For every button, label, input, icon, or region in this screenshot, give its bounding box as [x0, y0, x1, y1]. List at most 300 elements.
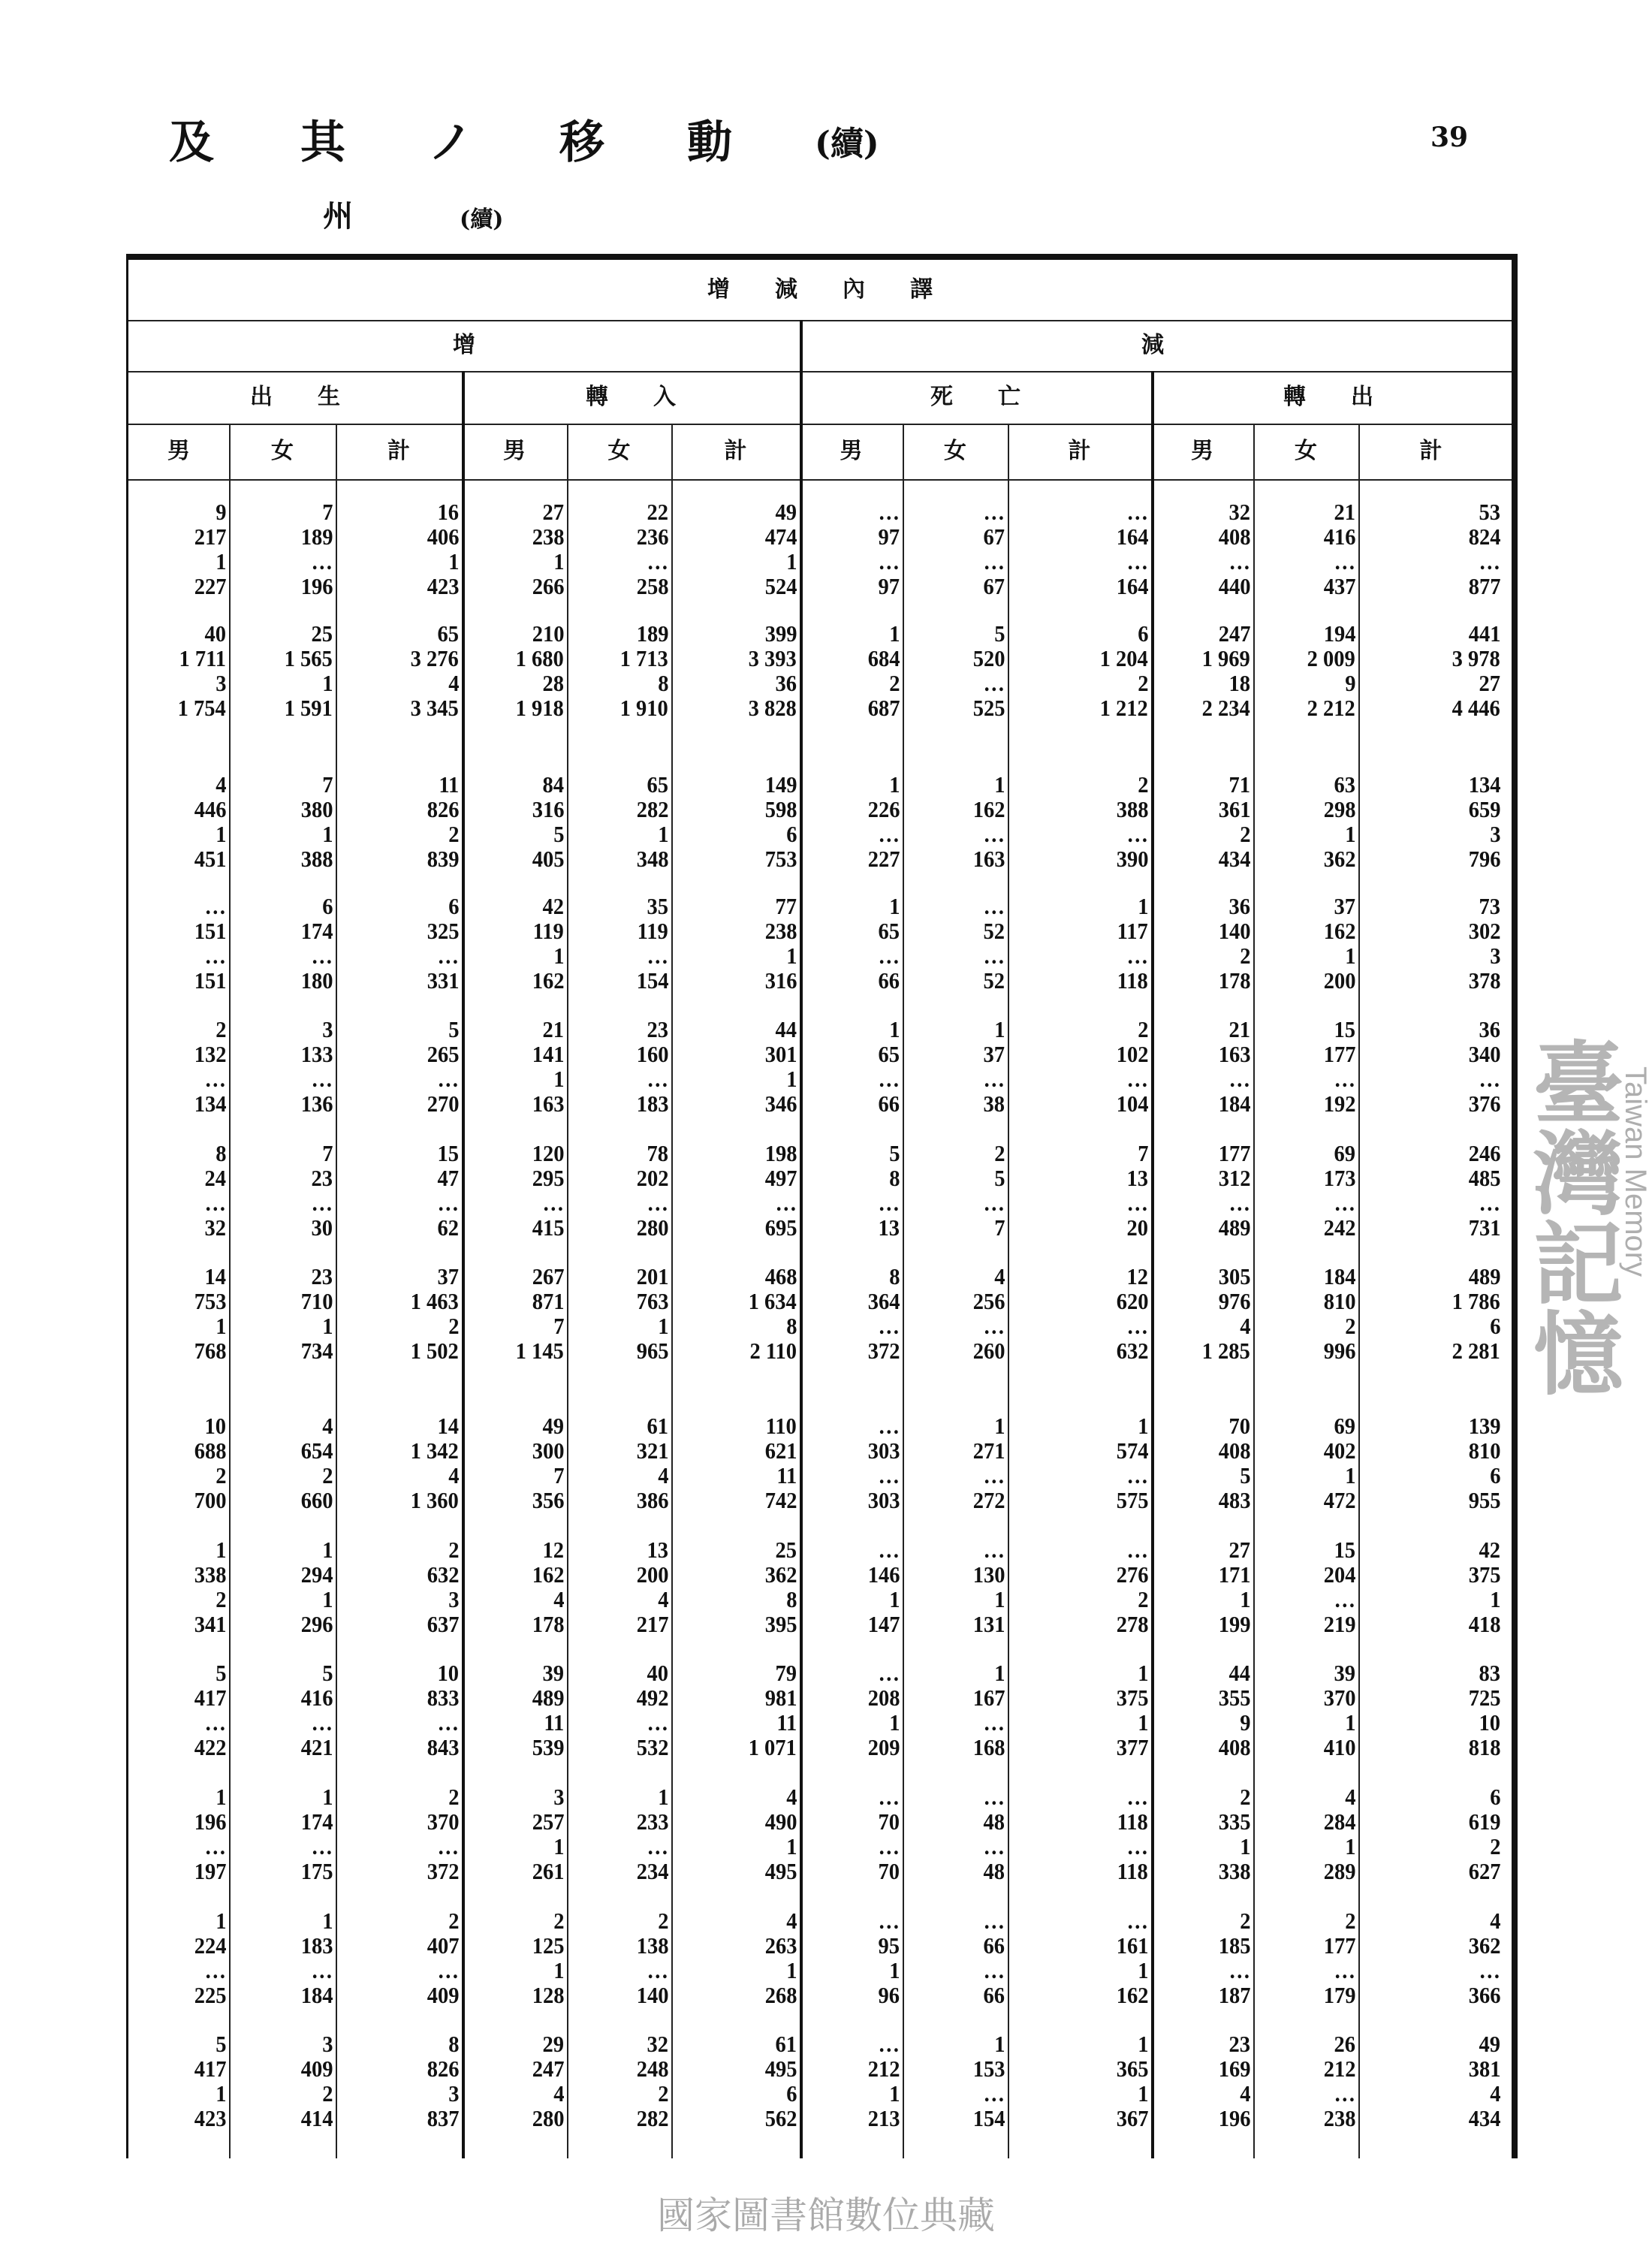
table-cell: 178: [1218, 967, 1250, 994]
table-cell: 2: [1239, 943, 1250, 969]
table-cell: 410: [1323, 1734, 1355, 1760]
table-cell: 201: [636, 1263, 668, 1289]
table-cell: 340: [1468, 1041, 1500, 1067]
table-cell: 194: [1323, 620, 1355, 647]
table-cell: 695: [764, 1214, 797, 1241]
table-cell: 5: [215, 2031, 226, 2057]
table-cell: 4: [785, 1784, 797, 1810]
table-cell: 2: [448, 1784, 459, 1810]
table-cell: …: [878, 2031, 900, 2057]
table-cell: 276: [1116, 1561, 1148, 1588]
table-cell: 71: [1228, 771, 1250, 798]
table-cell: 257: [532, 1808, 564, 1835]
table-cell: …: [878, 1784, 900, 1810]
table-cell: 4 446: [1452, 695, 1500, 721]
table-cell: …: [204, 1709, 226, 1736]
table-cell: 163: [532, 1090, 564, 1117]
table-cell: 1 285: [1201, 1338, 1250, 1364]
table-cell: …: [983, 1784, 1005, 1810]
table-cell: 7: [1137, 1140, 1148, 1166]
table-cell: 6: [785, 2080, 797, 2107]
table-cell: 7: [321, 771, 333, 798]
table-cell: 30: [311, 1214, 333, 1241]
table-cell: 1: [785, 548, 797, 575]
table-cell: 763: [636, 1288, 668, 1314]
table-cell: 497: [764, 1165, 797, 1191]
table-cell: 316: [764, 967, 797, 994]
table-cell: 734: [300, 1338, 333, 1364]
table-cell: …: [311, 1833, 333, 1859]
table-cell: …: [775, 1190, 797, 1216]
table-cell: 372: [867, 1338, 900, 1364]
table-cell: 21: [542, 1016, 564, 1042]
table-cell: 826: [427, 796, 459, 822]
table-cell: …: [878, 1190, 900, 1216]
table-cell: 414: [300, 2105, 333, 2131]
table-cell: 63: [1334, 771, 1355, 798]
table-cell: 1: [1239, 1833, 1250, 1859]
table-cell: 11: [544, 1709, 564, 1736]
table-cell: 42: [542, 893, 564, 919]
table-cell: 366: [1468, 1982, 1500, 2008]
table-cell: 1: [553, 1066, 564, 1092]
table-cell: …: [437, 943, 459, 969]
table-cell: 179: [1323, 1982, 1355, 2008]
table-cell: 180: [300, 967, 333, 994]
table-cell: 1: [553, 943, 564, 969]
table-cell: 2: [321, 2080, 333, 2107]
table-cell: 348: [636, 846, 668, 872]
table-cell: …: [878, 1462, 900, 1488]
table-cell: 61: [647, 1413, 668, 1439]
table-cell: 364: [867, 1288, 900, 1314]
table-cell: 1: [1137, 1660, 1148, 1686]
table-cell: 4: [553, 1586, 564, 1612]
table-cell: …: [983, 1957, 1005, 1983]
table-cell: 1: [321, 821, 333, 847]
page-number: 39: [1430, 122, 1469, 153]
table-cell: 212: [1323, 2055, 1355, 2082]
table-cell: …: [983, 893, 1005, 919]
table-cell: 423: [194, 2105, 226, 2131]
table-cell: 660: [300, 1487, 333, 1513]
table-cell: 134: [194, 1090, 226, 1117]
table-cell: 5: [1239, 1462, 1250, 1488]
table-cell: 2: [1239, 821, 1250, 847]
table-cell: 32: [647, 2031, 668, 2057]
table-cell: …: [1479, 1190, 1500, 1216]
table-cell: 489: [1468, 1263, 1500, 1289]
table-cell: 408: [1218, 1734, 1250, 1760]
table-cell: …: [437, 1190, 459, 1216]
table-cell: 47: [437, 1165, 459, 1191]
table-cell: 742: [764, 1487, 797, 1513]
table-cell: 258: [636, 573, 668, 599]
table-cell: 4: [448, 1462, 459, 1488]
table-cell: 14: [437, 1413, 459, 1439]
table-cell: 1: [1344, 821, 1355, 847]
column-divider: [1151, 371, 1154, 2158]
table-cell: 1: [448, 548, 459, 575]
table-cell: 174: [300, 918, 333, 944]
column-divider: [800, 320, 803, 2158]
table-cell: …: [878, 1908, 900, 1934]
table-cell: 282: [636, 796, 668, 822]
table-cell: 196: [1218, 2105, 1250, 2131]
table-cell: 1: [553, 1833, 564, 1859]
table-cell: 7: [321, 1140, 333, 1166]
table-cell: 39: [1334, 1660, 1355, 1686]
table-cell: 147: [867, 1611, 900, 1637]
table-cell: 4: [657, 1462, 668, 1488]
table-cell: 162: [1116, 1982, 1148, 2008]
table-cell: 32: [1228, 499, 1250, 525]
table-cell: 37: [983, 1041, 1005, 1067]
table-cell: 688: [194, 1437, 226, 1464]
table-cell: 138: [636, 1932, 668, 1959]
table-cell: 168: [972, 1734, 1005, 1760]
table-cell: 5: [321, 1660, 333, 1686]
table-cell: 174: [300, 1808, 333, 1835]
table-cell: 1: [321, 1586, 333, 1612]
table-cell: 1: [888, 1709, 900, 1736]
table-cell: 209: [867, 1734, 900, 1760]
header-breakdown: 增 減 內 譯: [707, 276, 933, 303]
table-cell: 73: [1479, 893, 1500, 919]
table-cell: 119: [637, 918, 668, 944]
table-cell: 36: [775, 670, 797, 696]
table-cell: 185: [1218, 1932, 1250, 1959]
table-cell: 810: [1468, 1437, 1500, 1464]
table-cell: 210: [532, 620, 564, 647]
table-cell: …: [878, 548, 900, 575]
table-cell: 21: [1228, 1016, 1250, 1042]
table-cell: 598: [764, 796, 797, 822]
table-cell: 278: [1116, 1611, 1148, 1637]
table-cell: 1 360: [410, 1487, 459, 1513]
table-cell: 2: [1239, 1908, 1250, 1934]
table-cell: 6: [448, 893, 459, 919]
table-cell: …: [1126, 1833, 1148, 1859]
table-cell: 10: [1479, 1709, 1500, 1736]
title-char: 移: [559, 116, 604, 169]
table-cell: 1: [1137, 1709, 1148, 1736]
table-cell: 5: [888, 1140, 900, 1166]
table-cell: 1 502: [410, 1338, 459, 1364]
table-cell: 434: [1468, 2105, 1500, 2131]
table-cell: 162: [1323, 918, 1355, 944]
table-cell: 2: [657, 1908, 668, 1934]
table-cell: 36: [1228, 893, 1250, 919]
table-cell: 301: [764, 1041, 797, 1067]
table-cell: 725: [1468, 1684, 1500, 1711]
table-cell: 1: [888, 1586, 900, 1612]
table-cell: …: [437, 1066, 459, 1092]
table-cell: 136: [300, 1090, 333, 1117]
column-header: 男: [1191, 438, 1213, 464]
title-char: 及: [169, 116, 214, 169]
table-cell: 248: [636, 2055, 668, 2082]
table-cell: 1 565: [284, 645, 333, 671]
table-cell: …: [1126, 1537, 1148, 1563]
table-cell: 1: [321, 1313, 333, 1339]
table-cell: …: [437, 1957, 459, 1983]
table-cell: …: [1334, 1190, 1355, 1216]
table-cell: 15: [1334, 1016, 1355, 1042]
table-cell: 11: [776, 1462, 797, 1488]
table-cell: 177: [1323, 1041, 1355, 1067]
table-cell: 110: [765, 1413, 797, 1439]
table-cell: 184: [300, 1982, 333, 2008]
table-cell: 247: [1218, 620, 1250, 647]
table-cell: 189: [636, 620, 668, 647]
table-cell: 26: [1334, 2031, 1355, 2057]
table-cell: 407: [427, 1932, 459, 1959]
table-cell: 153: [972, 2055, 1005, 2082]
table-cell: 8: [785, 1313, 797, 1339]
table-cell: 202: [636, 1165, 668, 1191]
table-cell: 29: [542, 2031, 564, 2057]
table-cell: 3: [448, 1586, 459, 1612]
table-cell: 1 969: [1201, 645, 1250, 671]
table-cell: …: [311, 943, 333, 969]
table-cell: 238: [1323, 2105, 1355, 2131]
table-cell: 303: [867, 1487, 900, 1513]
table-cell: 1: [1137, 2031, 1148, 2057]
table-cell: …: [878, 1660, 900, 1686]
table-cell: …: [1228, 548, 1250, 575]
table-cell: 495: [764, 2055, 797, 2082]
column-divider: [1008, 424, 1009, 2158]
table-cell: 32: [204, 1214, 226, 1241]
table-cell: 399: [764, 620, 797, 647]
table-cell: 266: [532, 573, 564, 599]
table-cell: 298: [1323, 796, 1355, 822]
table-cell: 198: [764, 1140, 797, 1166]
table-cell: 416: [1323, 523, 1355, 550]
table-cell: …: [878, 1413, 900, 1439]
table-cell: 18: [1228, 670, 1250, 696]
table-cell: 1: [1137, 1413, 1148, 1439]
title-char: 動: [687, 116, 732, 169]
table-cell: 11: [776, 1709, 797, 1736]
table-cell: 69: [1334, 1140, 1355, 1166]
table-cell: 270: [427, 1090, 459, 1117]
table-cell: 325: [427, 918, 459, 944]
data-table: [126, 254, 1518, 2158]
divider: [128, 320, 1512, 321]
table-cell: 39: [542, 1660, 564, 1686]
table-cell: 312: [1218, 1165, 1250, 1191]
table-cell: 380: [300, 796, 333, 822]
table-cell: 753: [764, 846, 797, 872]
table-cell: 187: [1218, 1982, 1250, 2008]
table-cell: 169: [1218, 2055, 1250, 2082]
table-cell: 4: [1489, 1908, 1500, 1934]
table-cell: 1: [1344, 1462, 1355, 1488]
table-cell: 437: [1323, 573, 1355, 599]
table-cell: 118: [1117, 967, 1148, 994]
table-cell: 66: [878, 1090, 900, 1117]
table-cell: 49: [542, 1413, 564, 1439]
table-cell: 684: [867, 645, 900, 671]
table-cell: 177: [1218, 1140, 1250, 1166]
table-cell: 134: [1468, 771, 1500, 798]
table-cell: 421: [300, 1734, 333, 1760]
table-cell: 4: [785, 1908, 797, 1934]
table-cell: …: [1228, 1190, 1250, 1216]
table-cell: …: [204, 943, 226, 969]
table-cell: 843: [427, 1734, 459, 1760]
table-cell: 415: [532, 1214, 564, 1241]
table-cell: …: [1126, 943, 1148, 969]
header-births: 出 生: [250, 384, 340, 410]
table-cell: 6: [1137, 620, 1148, 647]
table-cell: 42: [1479, 1537, 1500, 1563]
table-cell: 446: [194, 796, 226, 822]
table-cell: …: [878, 1833, 900, 1859]
table-cell: 1: [1137, 893, 1148, 919]
table-cell: 1: [321, 1908, 333, 1934]
table-cell: 1 204: [1099, 645, 1148, 671]
table-cell: 97: [878, 523, 900, 550]
table-cell: 338: [1218, 1858, 1250, 1884]
table-cell: 133: [300, 1041, 333, 1067]
table-cell: 3: [1489, 943, 1500, 969]
table-cell: 1 910: [620, 695, 668, 721]
table-cell: 12: [542, 1537, 564, 1563]
table-cell: 833: [427, 1684, 459, 1711]
table-cell: 1: [785, 943, 797, 969]
table-cell: …: [983, 499, 1005, 525]
table-cell: 199: [1218, 1611, 1250, 1637]
table-cell: 234: [636, 1858, 668, 1884]
table-cell: 955: [1468, 1487, 1500, 1513]
table-cell: 627: [1468, 1858, 1500, 1884]
table-cell: 151: [194, 918, 226, 944]
table-cell: 375: [1116, 1684, 1148, 1711]
table-cell: 154: [636, 967, 668, 994]
table-cell: 362: [1468, 1932, 1500, 1959]
table-cell: 1: [1137, 2080, 1148, 2107]
table-cell: 5: [993, 620, 1005, 647]
table-cell: …: [1334, 1586, 1355, 1612]
table-cell: 2: [448, 1313, 459, 1339]
table-cell: …: [1126, 1313, 1148, 1339]
table-cell: 409: [300, 2055, 333, 2082]
table-cell: 402: [1323, 1437, 1355, 1464]
table-cell: 79: [775, 1660, 797, 1686]
table-cell: …: [1479, 548, 1500, 575]
table-cell: 128: [532, 1982, 564, 2008]
table-cell: 196: [194, 1808, 226, 1835]
table-cell: …: [878, 943, 900, 969]
table-cell: 217: [636, 1611, 668, 1637]
table-cell: 490: [764, 1808, 797, 1835]
table-cell: 164: [1116, 573, 1148, 599]
table-cell: 1: [785, 1833, 797, 1859]
table-cell: 227: [194, 573, 226, 599]
table-cell: 3: [553, 1784, 564, 1810]
table-cell: 2: [321, 1462, 333, 1488]
table-cell: 3 393: [748, 645, 797, 671]
table-cell: …: [878, 821, 900, 847]
table-cell: 539: [532, 1734, 564, 1760]
table-cell: 66: [878, 967, 900, 994]
table-cell: 4: [448, 670, 459, 696]
table-cell: 9: [1239, 1709, 1250, 1736]
table-cell: 246: [1468, 1140, 1500, 1166]
table-cell: …: [1334, 548, 1355, 575]
column-header: 計: [1068, 438, 1091, 464]
table-cell: 21: [1334, 499, 1355, 525]
table-cell: 66: [983, 1932, 1005, 1959]
table-cell: 4: [321, 1413, 333, 1439]
table-cell: 1 918: [515, 695, 564, 721]
table-cell: 24: [204, 1165, 226, 1191]
table-cell: …: [1126, 1190, 1148, 1216]
footer-credit: 國家圖書館數位典藏: [657, 2194, 995, 2237]
table-cell: 632: [1116, 1338, 1148, 1364]
table-cell: 242: [1323, 1214, 1355, 1241]
table-cell: 1: [321, 1537, 333, 1563]
table-cell: 208: [867, 1684, 900, 1711]
table-cell: 35: [647, 893, 668, 919]
table-cell: 227: [867, 846, 900, 872]
table-cell: 6: [1489, 1313, 1500, 1339]
table-cell: …: [1334, 1066, 1355, 1092]
table-cell: 197: [194, 1858, 226, 1884]
table-cell: 4: [1489, 2080, 1500, 2107]
table-cell: 362: [1323, 846, 1355, 872]
table-cell: 120: [532, 1140, 564, 1166]
table-cell: 2: [1137, 771, 1148, 798]
table-cell: 365: [1116, 2055, 1148, 2082]
table-cell: 20: [1126, 1214, 1148, 1241]
table-cell: 390: [1116, 846, 1148, 872]
table-cell: …: [1126, 1066, 1148, 1092]
table-cell: 1: [321, 670, 333, 696]
table-cell: 282: [636, 2105, 668, 2131]
header-increase: 增: [453, 332, 475, 358]
table-cell: 2: [553, 1908, 564, 1934]
table-cell: 619: [1468, 1808, 1500, 1835]
table-cell: 1 463: [410, 1288, 459, 1314]
table-cell: 267: [532, 1263, 564, 1289]
table-cell: 423: [427, 573, 459, 599]
table-cell: 167: [972, 1684, 1005, 1711]
table-cell: 1 711: [179, 645, 226, 671]
table-cell: 268: [764, 1982, 797, 2008]
table-cell: 296: [300, 1611, 333, 1637]
table-cell: 119: [532, 918, 564, 944]
table-cell: 818: [1468, 1734, 1500, 1760]
table-cell: 53: [1479, 499, 1500, 525]
table-cell: 1 786: [1452, 1288, 1500, 1314]
table-cell: …: [1126, 821, 1148, 847]
table-cell: 183: [300, 1932, 333, 1959]
table-cell: 355: [1218, 1684, 1250, 1711]
header-moved-in: 轉 入: [586, 384, 676, 410]
table-cell: 303: [867, 1437, 900, 1464]
table-cell: 8: [657, 670, 668, 696]
table-cell: 200: [1323, 967, 1355, 994]
table-cell: 10: [204, 1413, 226, 1439]
table-cell: 356: [532, 1487, 564, 1513]
table-cell: 700: [194, 1487, 226, 1513]
table-cell: 62: [437, 1214, 459, 1241]
table-cell: …: [1334, 2080, 1355, 2107]
